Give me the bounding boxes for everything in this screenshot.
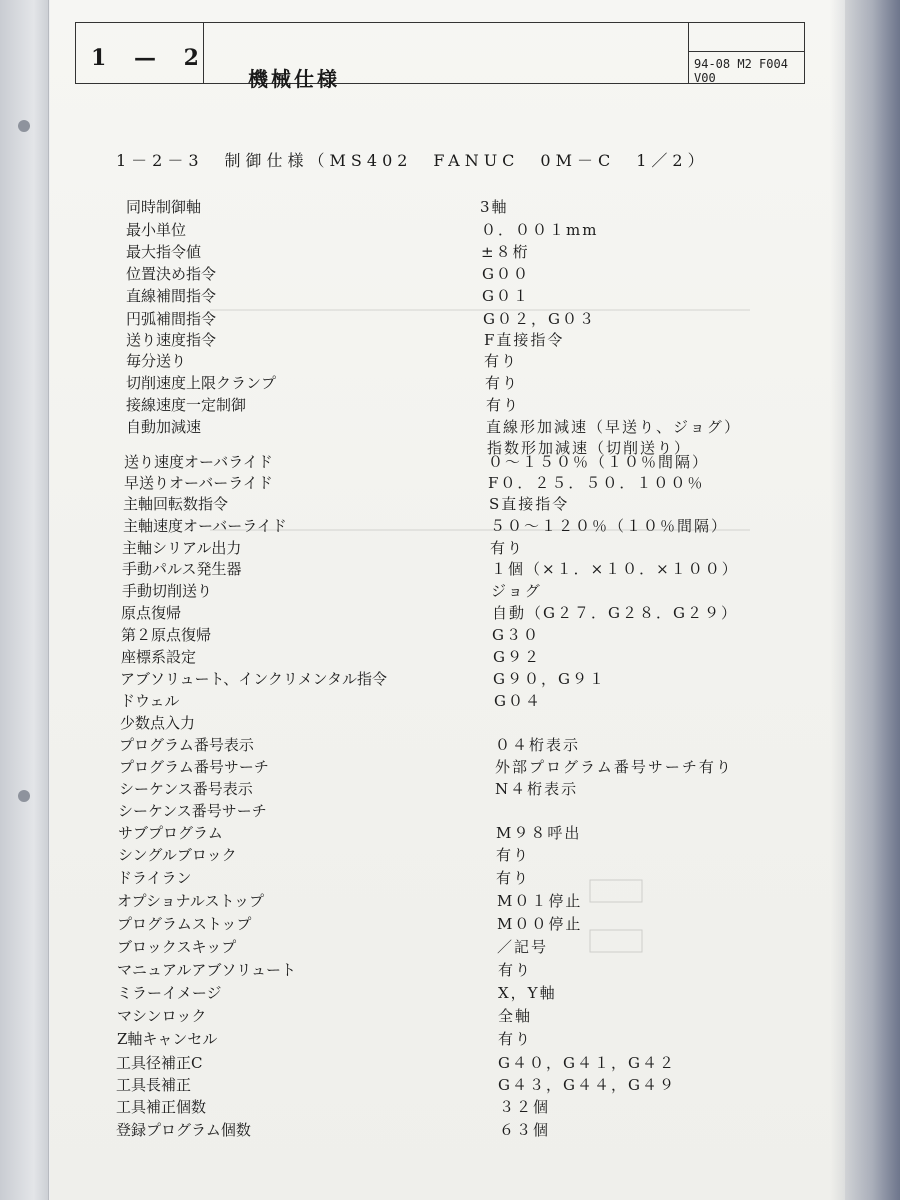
document-code: 94-08 M2 F004 V00 [694, 57, 788, 85]
spec-value: 有り [485, 374, 520, 392]
spec-label: 手動パルス発生器 [122, 560, 242, 578]
spec-label: 送り速度指令 [126, 331, 217, 349]
spec-value: N４桁表示 [495, 780, 579, 798]
spec-label: 早送りオーバーライド [124, 474, 273, 492]
spec-label: 工具補正個数 [116, 1098, 207, 1116]
spec-label: プログラム番号表示 [119, 736, 254, 754]
spec-value: 3軸 [480, 198, 509, 216]
spec-label: マシンロック [117, 1007, 207, 1025]
spec-label: 送り速度オーバライド [124, 453, 273, 471]
spec-label: 原点復帰 [121, 604, 182, 622]
spec-label: アブソリュート、インクリメンタル指令 [120, 670, 388, 688]
spec-label: 位置決め指令 [126, 265, 217, 283]
spec-label: 座標系設定 [121, 648, 197, 666]
spec-value: M９８呼出 [496, 824, 582, 842]
spec-label: プログラムストップ [117, 915, 252, 933]
spec-value: G４０，G４１，G４２ [498, 1054, 676, 1072]
spec-label: ドウェル [120, 692, 180, 710]
spec-value: 直線形加減速（早送り、ジョグ） [486, 418, 742, 436]
spec-label: 毎分送り [126, 352, 187, 370]
spec-label: 少数点入力 [120, 714, 196, 732]
spec-label: オプショナルストップ [117, 892, 265, 910]
spec-value: ０４桁表示 [495, 736, 581, 754]
spec-label: ドライラン [117, 869, 192, 887]
spec-value: X，Y軸 [498, 984, 557, 1002]
spec-value: G９０，G９１ [493, 670, 606, 688]
spec-label: 主軸シリアル出力 [122, 539, 242, 557]
page-edge-shadow [830, 0, 900, 1200]
spec-value: ±８桁 [481, 243, 530, 261]
spec-label: 同時制御軸 [126, 198, 202, 216]
spec-value: ０．００１mm [481, 221, 599, 239]
spec-label: 第２原点復帰 [121, 626, 212, 644]
spec-value: ５０～１２０％（１０％間隔） [490, 517, 729, 535]
spec-value: M０１停止 [497, 892, 583, 910]
header-rule [688, 51, 804, 52]
spec-value: G３０ [492, 626, 540, 644]
spec-value: 全軸 [498, 1007, 533, 1025]
spec-label: 接線速度一定制御 [126, 396, 247, 414]
spec-value: G００ [482, 265, 530, 283]
spec-label: シングルブロック [118, 846, 237, 864]
spec-label: 主軸速度オーバーライド [123, 517, 287, 535]
spec-label: 最大指令値 [126, 243, 202, 261]
spec-value-continued: 指数形加減速（切削送り） [487, 439, 692, 457]
spec-label: マニュアルアブソリュート [117, 961, 296, 979]
spec-value: 自動（G２７．G２８．G２９） [492, 604, 738, 622]
spec-label: 工具径補正C [116, 1054, 203, 1072]
spec-value: 有り [486, 396, 521, 414]
spec-value: ６３個 [499, 1121, 551, 1139]
spec-label: 切削速度上限クランプ [126, 374, 277, 392]
spec-label: 自動加減速 [126, 418, 202, 436]
spec-label: Z軸キャンセル [117, 1030, 218, 1048]
binder-hole [18, 120, 30, 132]
spec-label: 円弧補間指令 [126, 310, 217, 328]
spec-value: 有り [484, 352, 519, 370]
binder-hole [18, 790, 30, 802]
spec-value: 有り [496, 869, 531, 887]
section-heading: 1－2－3 制御仕様（MS402 FANUC 0M－C 1／2） [116, 151, 709, 170]
spec-value: F直接指令 [484, 331, 565, 349]
spec-label: 工具長補正 [116, 1076, 192, 1094]
spec-label: 手動切削送り [122, 582, 213, 600]
spec-value: １個（×１．×１０．×１００） [491, 560, 739, 578]
spec-value: G０４ [494, 692, 542, 710]
spec-value: 外部プログラム番号サーチ有り [495, 758, 733, 776]
spec-value: 有り [490, 539, 525, 557]
header-divider [688, 23, 689, 83]
section-number: 1 — 2 [91, 45, 209, 71]
spec-label: 登録プログラム個数 [116, 1121, 251, 1139]
spec-value: ０～１５０％（１０％間隔） [488, 453, 710, 471]
binder-edge [0, 0, 49, 1200]
spec-label: シーケンス番号サーチ [118, 802, 267, 820]
page-title: 機械仕様 [248, 67, 340, 91]
spec-value: G０１ [482, 287, 530, 305]
spec-label: シーケンス番号表示 [119, 780, 253, 798]
spec-value: G０２，G０３ [483, 310, 596, 328]
spec-label: 最小単位 [126, 221, 187, 239]
spec-value: M００停止 [497, 915, 583, 933]
spec-label: サブプログラム [118, 824, 223, 842]
spec-value: 有り [498, 1030, 533, 1048]
spec-label: ブロックスキップ [117, 938, 237, 956]
spec-value: G４３，G４４，G４９ [498, 1076, 676, 1094]
spec-value: 有り [498, 961, 533, 979]
spec-value: G９２ [493, 648, 541, 666]
spec-value: ／記号 [497, 938, 549, 956]
spec-label: 直線補間指令 [126, 287, 217, 305]
spec-value: 有り [496, 846, 531, 864]
spec-value: ３２個 [499, 1098, 551, 1116]
header-box [75, 22, 805, 91]
spec-label: 主軸回転数指令 [123, 495, 229, 513]
spec-label: ミラーイメージ [117, 984, 222, 1002]
spec-value: S直接指令 [489, 495, 570, 513]
spec-value: F０．２５．５０．１００％ [488, 474, 705, 492]
spec-value: ジョグ [491, 582, 542, 600]
spec-label: プログラム番号サーチ [119, 758, 269, 776]
